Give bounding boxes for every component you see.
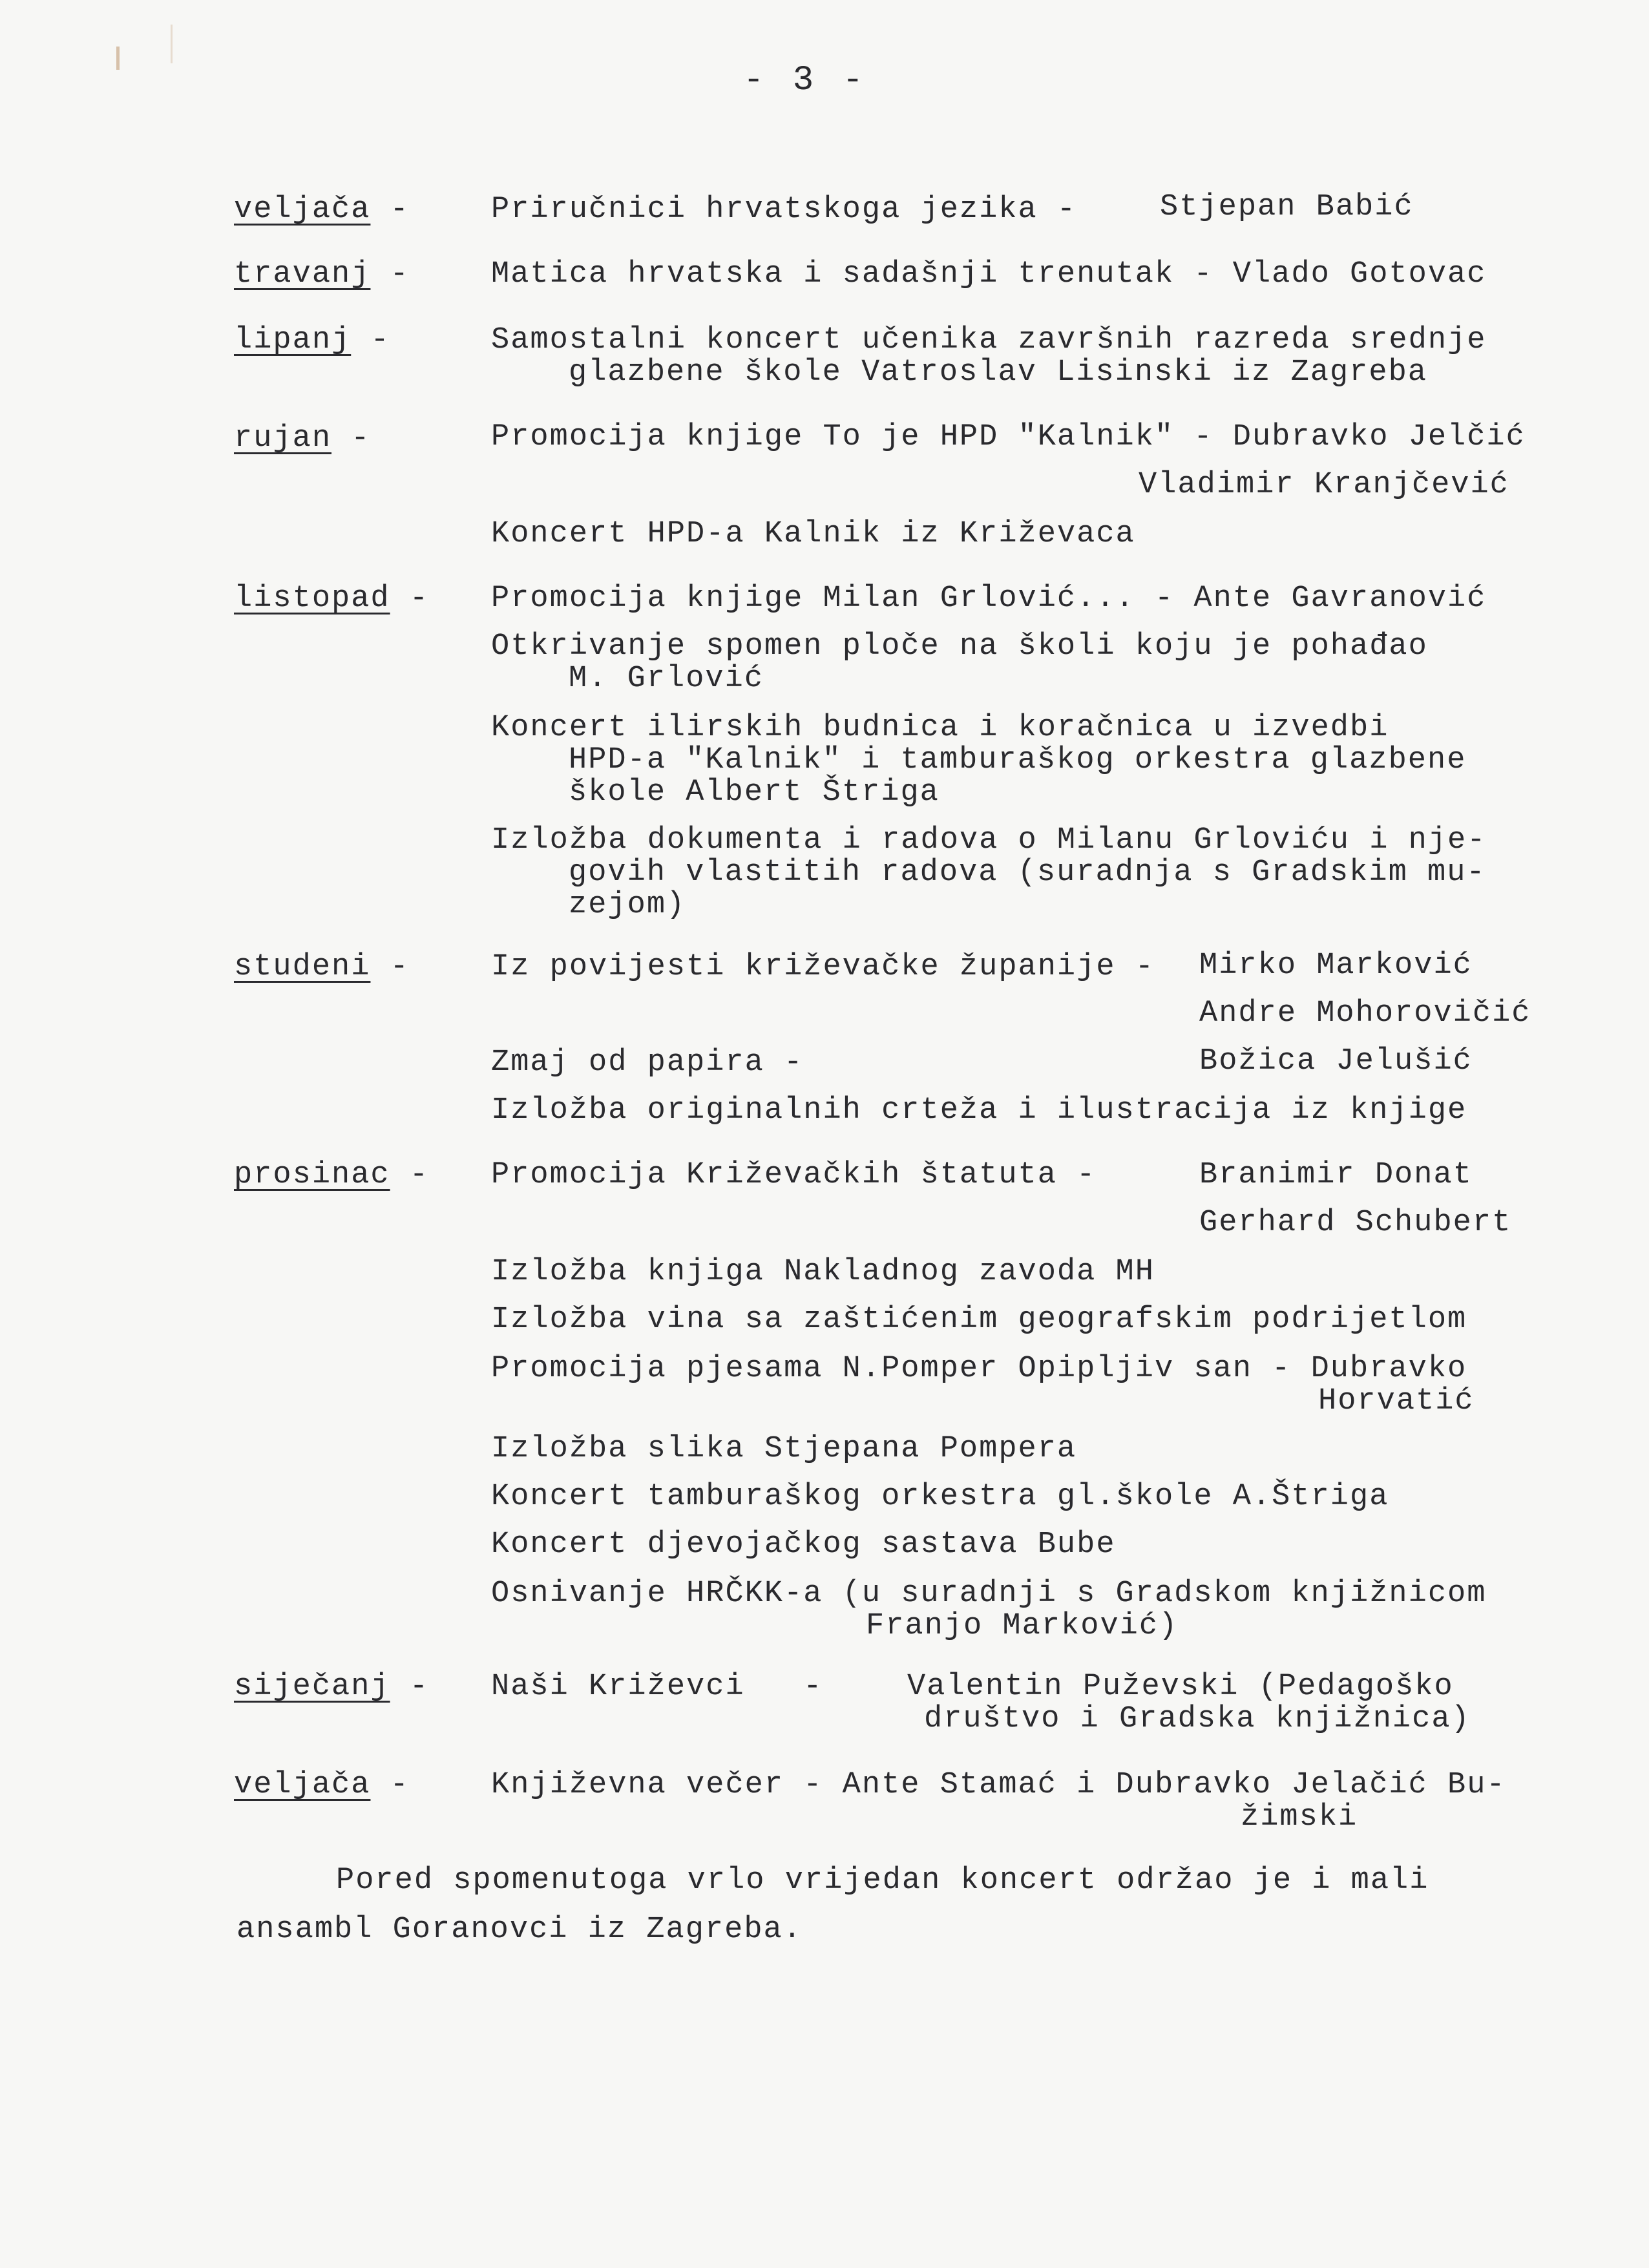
entry-author: Božica Jelušić [1199,1044,1473,1078]
month-label: listopad [234,582,390,616]
month-label: veljača [234,193,371,227]
month-label: studeni [234,950,371,984]
entry-text: Promocija knjige Milan Grlović... - Ante Gavranović [491,582,1487,616]
entry-text-continuation: HPD-a "Kalnik" i tamburaškog orkestra glazbene [569,743,1467,777]
entry-text: Koncert HPD-a Kalnik iz Križevaca [491,517,1135,551]
month-label: veljača [234,1768,371,1802]
entry-text-continuation: Franjo Marković) [866,1609,1179,1643]
month-row: veljača - [234,1768,410,1802]
month-row: lipanj - [234,323,390,357]
entry-text: Promocija knjige To je HPD "Kalnik" - Dubravko Jelčić [491,420,1526,454]
entry-text-continuation: M. Grlović [569,662,764,696]
entry-text: Samostalni koncert učenika završnih razreda srednje [491,323,1487,357]
entry-author: Gerhard Schubert [1199,1206,1512,1240]
entry-text: Izložba dokumenta i radova o Milanu Grloviću i nje- [491,823,1487,857]
month-label: prosinac [234,1158,390,1192]
month-label: lipanj [234,323,352,357]
entry-text: Izložba vina sa zaštićenim geografskim podrijetlom [491,1303,1467,1337]
entry-text: Priručnici hrvatskoga jezika - [491,193,1077,227]
entry-text: Osnivanje HRČKK-a (u suradnji s Gradskom knjižnicom [491,1577,1487,1611]
month-row: siječanj - [234,1670,430,1704]
entry-text: Naši Križevci - [491,1670,823,1704]
entry-author: Mirko Marković [1199,949,1473,983]
month-label: rujan [234,421,332,456]
entry-text-continuation: zejom) [569,888,686,922]
month-row: rujan - [234,421,371,456]
closing-paragraph-line: ansambl Goranovci iz Zagreba. [236,1913,803,1947]
entry-author: Branimir Donat [1199,1158,1473,1192]
month-row: listopad - [234,582,430,616]
month-row: studeni - [234,950,410,984]
closing-paragraph-line: Pored spomenutoga vrlo vrijedan koncert održao je i mali [336,1864,1429,1898]
month-row: prosinac - [234,1158,430,1192]
entry-text-continuation: govih vlastitih radova (suradnja s Gradskim mu- [569,856,1486,890]
month-row: travanj - [234,257,410,291]
entry-text-continuation: škole Albert Štriga [569,775,940,810]
entry-text: Koncert tamburaškog orkestra gl.škole A.Štriga [491,1480,1389,1514]
entry-text: Književna večer - Ante Stamać i Dubravko Jelačić Bu- [491,1768,1506,1802]
entry-author: Vladimir Kranjčević [1139,468,1509,502]
entry-text: Koncert ilirskih budnica i koračnica u izvedbi [491,711,1389,745]
entry-text: Izložba knjiga Nakladnog zavoda MH [491,1255,1155,1289]
entry-text: Izložba slika Stjepana Pompera [491,1432,1077,1466]
month-label: siječanj [234,1670,390,1704]
entry-text: Otkrivanje spomen ploče na školi koju je pohađao [491,629,1428,664]
page-number: - 3 - [743,61,868,100]
entry-text-continuation: Horvatić [1318,1384,1475,1418]
entry-author: Valentin Puževski (Pedagoško [907,1670,1454,1704]
entry-text: Izložba originalnih crteža i ilustracija iz knjige [491,1093,1467,1128]
ink-mark [171,25,173,63]
entry-text-continuation: žimski [1241,1800,1358,1834]
entry-author-continuation: društvo i Gradska knjižnica) [924,1702,1471,1736]
ink-mark [116,47,120,70]
month-label: travanj [234,257,371,291]
entry-text: Koncert djevojačkog sastava Bube [491,1528,1116,1562]
entry-text: Iz povijesti križevačke županije - [491,950,1155,984]
entry-author: Andre Mohorovičić [1199,996,1531,1031]
month-row: veljača - [234,193,410,227]
entry-text: Promocija pjesama N.Pomper Opipljiv san - Dubravko [491,1352,1467,1386]
entry-text: Matica hrvatska i sadašnji trenutak - Vlado Gotovac [491,257,1487,291]
entry-text-continuation: glazbene škole Vatroslav Lisinski iz Zagreba [569,355,1428,390]
entry-text: Promocija Križevačkih štatuta - [491,1158,1097,1192]
entry-author: Stjepan Babić [1160,190,1414,224]
entry-text: Zmaj od papira - [491,1045,804,1080]
